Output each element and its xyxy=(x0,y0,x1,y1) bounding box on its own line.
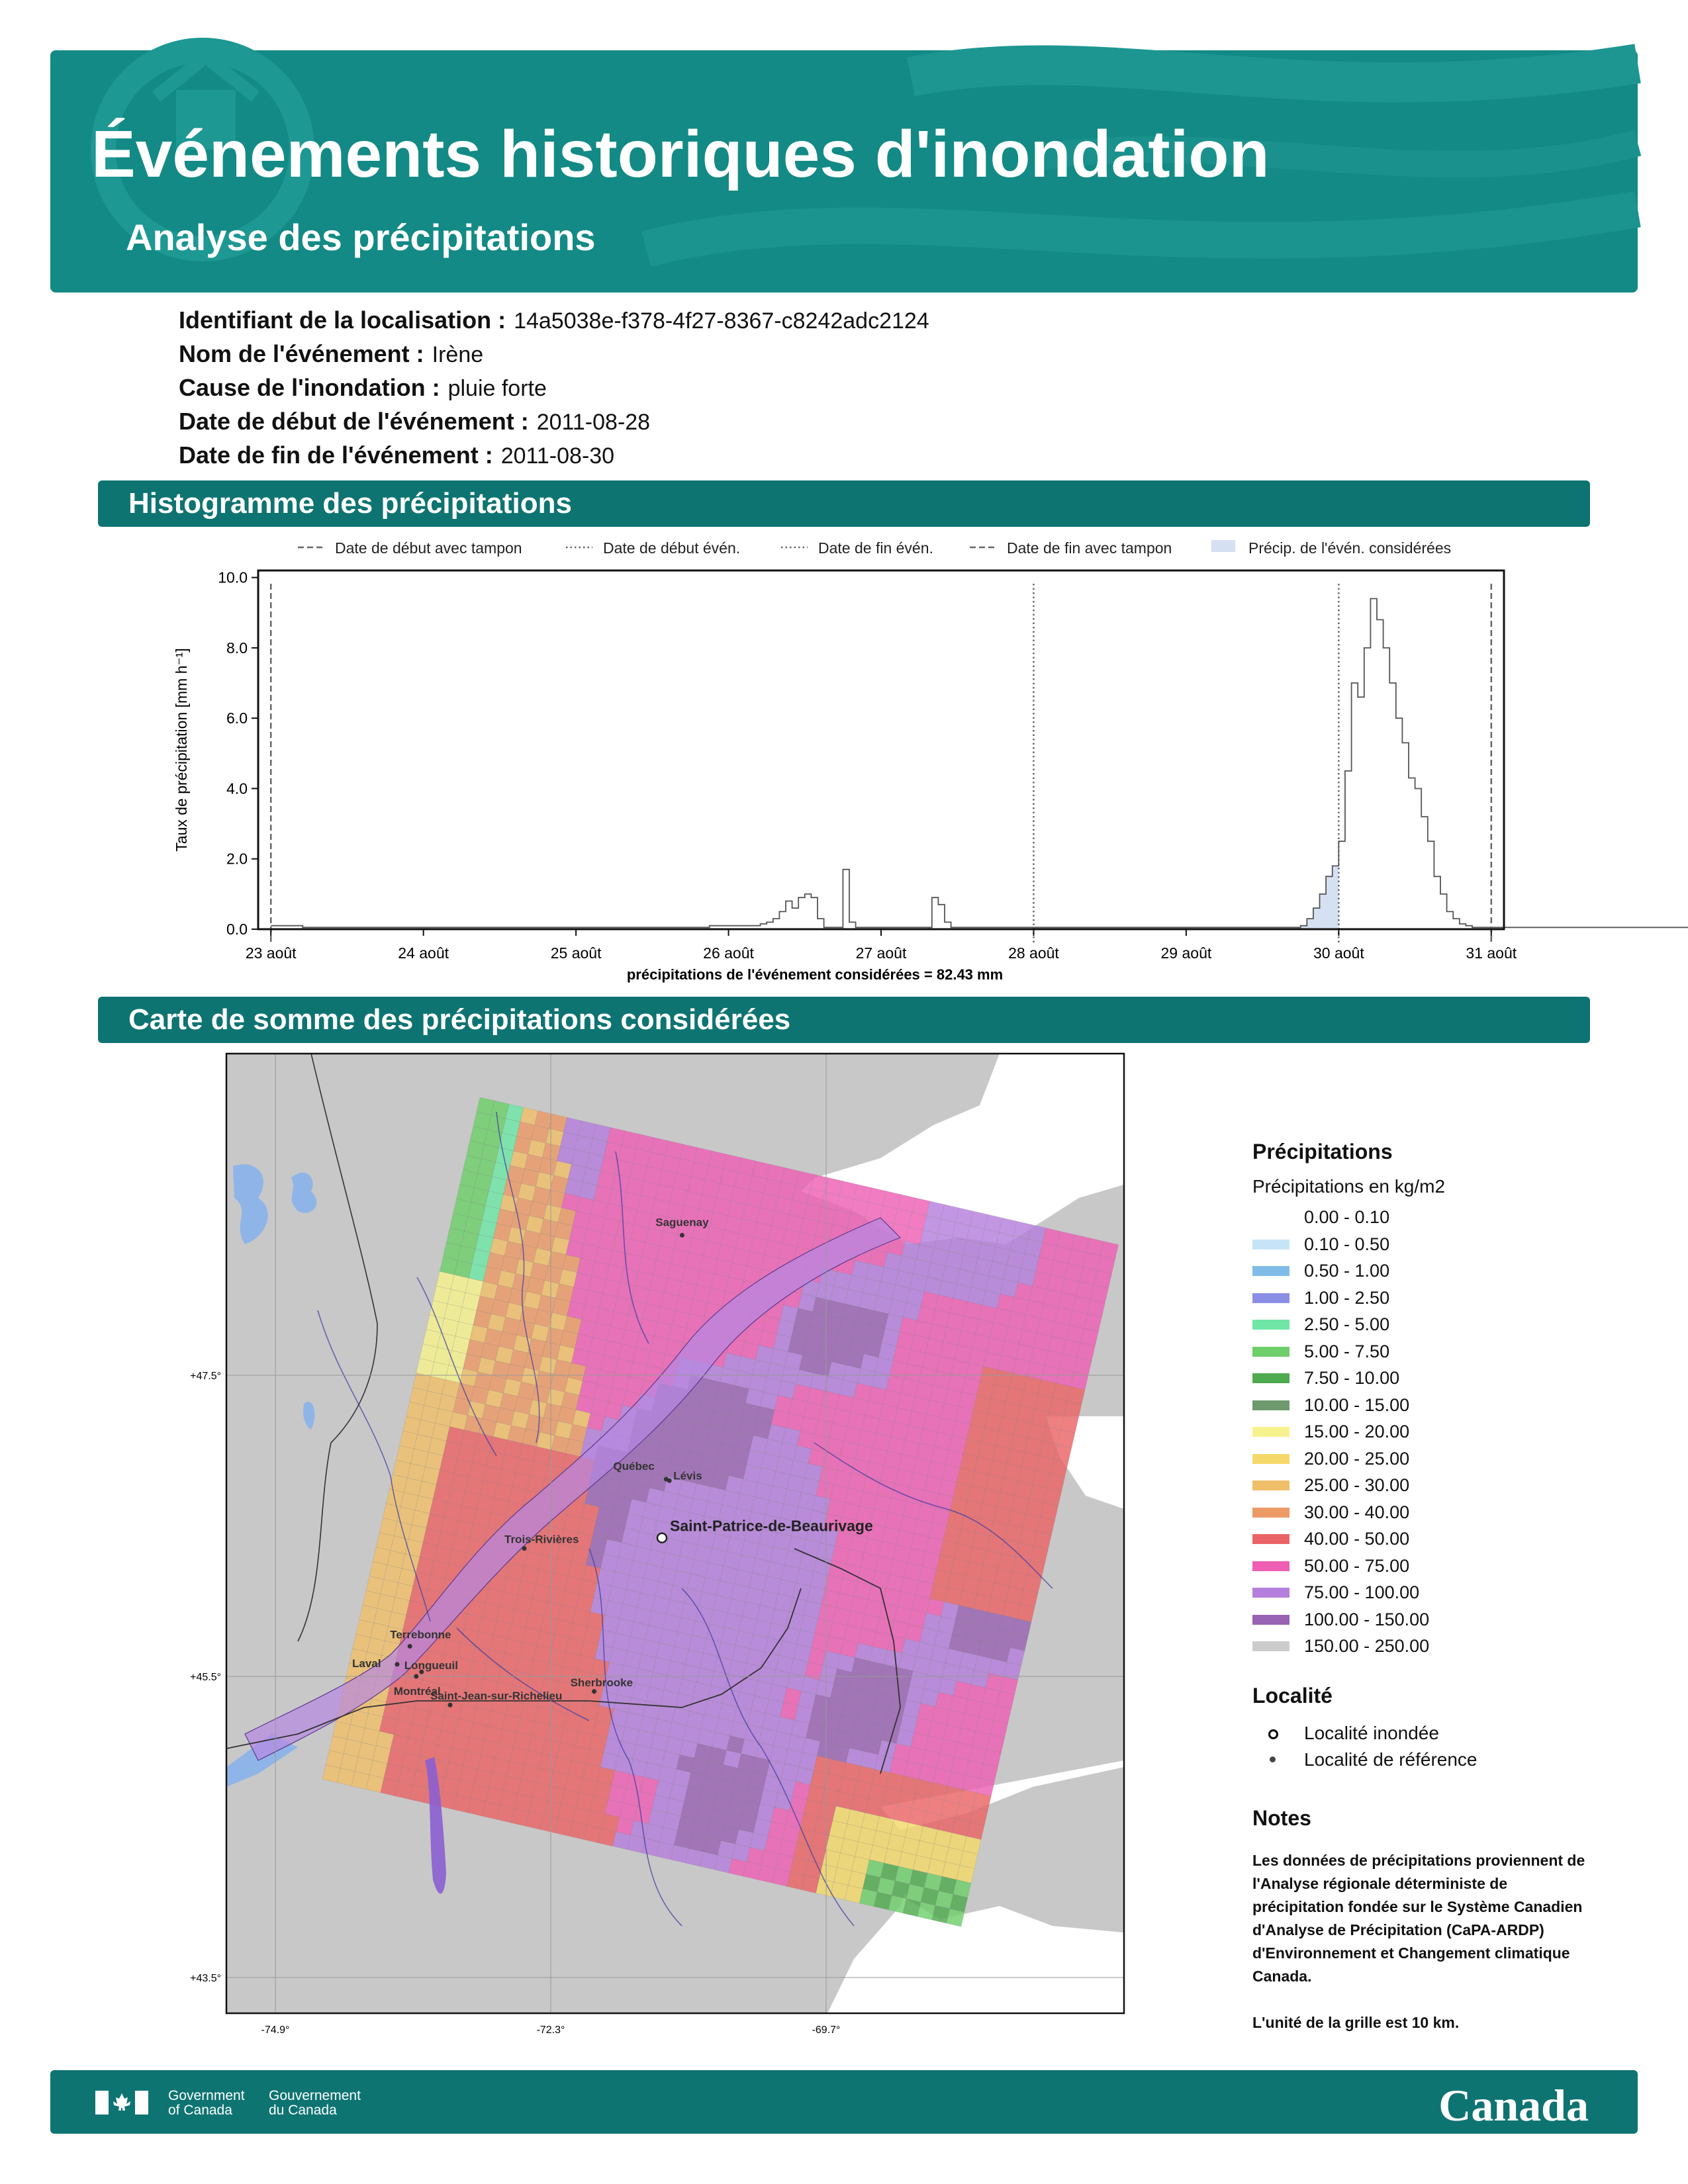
x-tick-label: 31 août xyxy=(1466,944,1517,962)
locality-name: Trois-Rivières xyxy=(504,1533,579,1546)
latitude-label: +45.5° xyxy=(190,1672,221,1683)
locality-name: Montréal xyxy=(393,1685,441,1698)
gov-en-line: Government xyxy=(168,2088,245,2103)
legend-label: 0.00 - 0.10 xyxy=(1304,1207,1390,1227)
chart-legend-item xyxy=(970,539,1172,557)
legend-item xyxy=(1252,1231,1597,1258)
gov-fr xyxy=(269,2089,361,2118)
legend-swatch xyxy=(1252,1400,1289,1410)
notes-title: Notes xyxy=(1252,1805,1311,1830)
gov-en-line: of Canada xyxy=(168,2103,232,2118)
legend-label: 2.50 - 5.00 xyxy=(1304,1314,1390,1334)
legend-items xyxy=(1252,1204,1597,1660)
chart-legend-item xyxy=(298,539,522,557)
latitude-label: +47.5° xyxy=(190,1371,221,1382)
legend-item xyxy=(1252,1257,1597,1285)
legend-swatch xyxy=(1252,1373,1289,1383)
canada-wordmark: Canada xyxy=(1438,2080,1589,2130)
meta-value: pluie forte xyxy=(447,376,547,401)
legend-item xyxy=(1252,1499,1597,1526)
precipitation-histogram xyxy=(159,523,1536,993)
x-tick-label: 23 août xyxy=(245,944,297,962)
legend-label: 20.00 - 25.00 xyxy=(1304,1448,1410,1469)
legend-label: 40.00 - 50.00 xyxy=(1304,1529,1410,1549)
legend-label: 0.10 - 0.50 xyxy=(1304,1234,1390,1254)
legend-item xyxy=(1252,1606,1597,1633)
legend-item xyxy=(1252,1525,1597,1553)
y-tick-label: 10.0 xyxy=(218,569,248,586)
legend-swatch xyxy=(1252,1347,1289,1357)
longitude-label: -74.9° xyxy=(261,2025,290,2036)
meta-label: Nom de l'événement : xyxy=(179,340,424,367)
reference-dot xyxy=(680,1233,684,1238)
x-tick-label: 25 août xyxy=(550,944,602,962)
legend-subtitle: Précipitations en kg/m2 xyxy=(1252,1176,1446,1197)
locality-label: Localité inondée xyxy=(1304,1722,1439,1743)
legend-item xyxy=(1252,1633,1597,1660)
legend-label: Date de fin avec tampon xyxy=(1007,539,1172,557)
page-title: Événements historiques d'inondation xyxy=(91,117,1270,191)
legend-item xyxy=(1252,1285,1597,1312)
x-tick-label: 28 août xyxy=(1008,944,1059,962)
precip-series-line xyxy=(271,599,1688,928)
legend-swatch xyxy=(1252,1588,1289,1598)
legend-label: 1.00 - 2.50 xyxy=(1304,1287,1390,1308)
event-precip-fill xyxy=(1033,866,1338,929)
x-tick-label: 30 août xyxy=(1313,944,1364,962)
legend-swatch xyxy=(1252,1641,1289,1651)
y-tick-label: 2.0 xyxy=(226,850,248,868)
legend-label: 100.00 - 150.00 xyxy=(1304,1609,1430,1629)
legend-swatch xyxy=(1252,1293,1289,1303)
legend-item xyxy=(1252,1418,1597,1445)
flooded-locality-name: Saint-Patrice-de-Beaurivage xyxy=(670,1517,873,1535)
y-axis-label: Taux de précipitation [mm h⁻¹] xyxy=(173,648,190,852)
meta-value: 2011-08-28 xyxy=(536,410,651,435)
legend-item xyxy=(1252,1445,1597,1473)
legend-label: 150.00 - 250.00 xyxy=(1304,1636,1430,1656)
reference-dot xyxy=(408,1644,412,1649)
legend-item xyxy=(1252,1338,1597,1365)
locality-name: Lévis xyxy=(673,1469,702,1482)
legend-label: 10.00 - 15.00 xyxy=(1304,1394,1410,1415)
legend-swatch xyxy=(1252,1320,1289,1330)
legend-swatch xyxy=(1252,1266,1289,1276)
legend-label: 25.00 - 30.00 xyxy=(1304,1475,1410,1495)
legend-label: Date de début évén. xyxy=(603,539,741,557)
legend-item xyxy=(1252,1311,1597,1338)
meta-value: Irène xyxy=(432,342,484,367)
meta-value: 2011-08-30 xyxy=(500,443,615,469)
chart-legend-item xyxy=(781,539,933,557)
legend-swatch xyxy=(1252,1561,1289,1571)
legend-swatch xyxy=(1252,1508,1289,1518)
plot-frame xyxy=(258,570,1504,929)
filled-dot-icon xyxy=(1270,1756,1276,1762)
reference-dot xyxy=(667,1479,672,1483)
reference-dot xyxy=(395,1662,400,1666)
legend-item xyxy=(1252,1579,1597,1606)
legend-label: 75.00 - 100.00 xyxy=(1304,1582,1420,1602)
legend-label: Date de fin évén. xyxy=(818,539,933,557)
section-title: Carte de somme des précipitations considérées xyxy=(128,1003,791,1036)
legend-item xyxy=(1252,1472,1597,1499)
notes-grid-unit: L'unité de la grille est 10 km. xyxy=(1252,2013,1460,2031)
latitude-label: +43.5° xyxy=(190,1973,221,1984)
legend-swatch xyxy=(1252,1454,1289,1464)
meta-label: Cause de l'inondation : xyxy=(179,374,440,401)
gov-en xyxy=(168,2089,245,2118)
notes-text: Les données de précipitations proviennent de l'Analyse régionale déterministe de précipitation fondée sur le Système Canadien d'Analyse de Précipitation (CaPA-ARDP) d'Environnement et Changement climatique Canada. xyxy=(1252,1851,1585,1985)
y-tick-label: 6.0 xyxy=(226,709,248,727)
legend-swatch xyxy=(1252,1615,1289,1625)
x-axis-label: précipitations de l'événement considérées = 82.43 mm xyxy=(626,966,1004,983)
footer xyxy=(50,2070,1638,2134)
legend-item xyxy=(1252,1365,1597,1392)
meta-start-date xyxy=(179,404,929,438)
locality-name: Terrebonne xyxy=(390,1628,451,1641)
legend-label: Précip. de l'évén. considérées xyxy=(1248,539,1452,557)
meta-location-id xyxy=(179,303,929,337)
legend-item xyxy=(1252,1392,1597,1419)
map-legend xyxy=(1252,1140,1597,2034)
meta-label: Date de fin de l'événement : xyxy=(179,441,493,469)
legend-swatch xyxy=(1252,1480,1289,1490)
x-tick-label: 24 août xyxy=(398,944,449,962)
section-histogram-header xyxy=(98,480,1590,527)
y-tick-label: 8.0 xyxy=(226,639,248,657)
reference-dot xyxy=(592,1689,596,1694)
longitude-label: -72.3° xyxy=(536,2025,565,2036)
meta-end-date xyxy=(179,438,929,472)
meta-event-name xyxy=(179,337,929,371)
locality-name: Saint-Jean-sur-Richelieu xyxy=(430,1690,563,1703)
precip-cell xyxy=(947,1909,964,1927)
locality-name: Saguenay xyxy=(655,1216,709,1229)
page-subtitle: Analyse des précipitations xyxy=(126,216,596,258)
legend-label: 50.00 - 75.00 xyxy=(1304,1555,1410,1576)
legend-swatch xyxy=(1252,1212,1289,1222)
meta-label: Identifiant de la localisation : xyxy=(179,306,506,334)
locality-reference xyxy=(1252,1747,1597,1773)
legend-label: 0.50 - 1.00 xyxy=(1304,1261,1390,1281)
legend-swatch xyxy=(1252,1427,1289,1437)
section-map-header xyxy=(98,997,1590,1043)
meta-value: 14a5038e-f378-4f27-8367-c8242adc2124 xyxy=(514,308,929,334)
legend-label: Date de début avec tampon xyxy=(335,539,522,557)
legend-label: 30.00 - 40.00 xyxy=(1304,1502,1410,1522)
legend-item xyxy=(1252,1204,1597,1231)
flooded-marker xyxy=(657,1533,667,1543)
locality-name: Sherbrooke xyxy=(570,1676,633,1689)
reference-dot xyxy=(522,1546,527,1551)
legend-fill-swatch xyxy=(1211,540,1235,552)
canada-flag-icon xyxy=(95,2091,148,2115)
header-banner xyxy=(50,50,1638,293)
legend-label: 7.50 - 10.00 xyxy=(1304,1368,1400,1388)
gov-fr-line: Gouvernement xyxy=(269,2088,361,2103)
locality-title: Localité xyxy=(1252,1683,1333,1707)
x-tick-label: 29 août xyxy=(1160,944,1212,962)
y-tick-label: 0.0 xyxy=(226,921,248,938)
section-title: Histogramme des précipitations xyxy=(128,487,572,520)
legend-swatch xyxy=(1252,1240,1289,1250)
locality-name: Québec xyxy=(613,1459,655,1473)
meta-flood-cause xyxy=(179,371,929,404)
chart-legend-item xyxy=(566,539,740,557)
hollow-circle-icon xyxy=(1268,1729,1278,1739)
locality-label: Localité de référence xyxy=(1304,1749,1477,1770)
legend-swatch xyxy=(1252,1534,1289,1544)
longitude-label: -69.7° xyxy=(812,2025,841,2036)
legend-label: 5.00 - 7.50 xyxy=(1304,1341,1390,1361)
reference-dot xyxy=(414,1674,418,1679)
legend-label: 15.00 - 20.00 xyxy=(1304,1422,1410,1441)
y-tick-label: 4.0 xyxy=(226,780,248,797)
locality-name: Longueuil xyxy=(404,1659,459,1672)
x-tick-label: 27 août xyxy=(855,944,907,962)
chart-legend-item xyxy=(1211,539,1451,557)
locality-name: Laval xyxy=(352,1657,381,1670)
legend-item xyxy=(1252,1553,1597,1580)
x-tick-label: 26 août xyxy=(703,944,754,962)
meta-label: Date de début de l'événement : xyxy=(179,408,529,435)
event-metadata xyxy=(179,303,929,472)
legend-title: Précipitations xyxy=(1252,1140,1393,1163)
precipitation-map xyxy=(190,1046,1132,2058)
locality-flooded xyxy=(1252,1720,1597,1747)
reference-dot xyxy=(448,1703,453,1707)
gov-fr-line: du Canada xyxy=(269,2103,337,2118)
